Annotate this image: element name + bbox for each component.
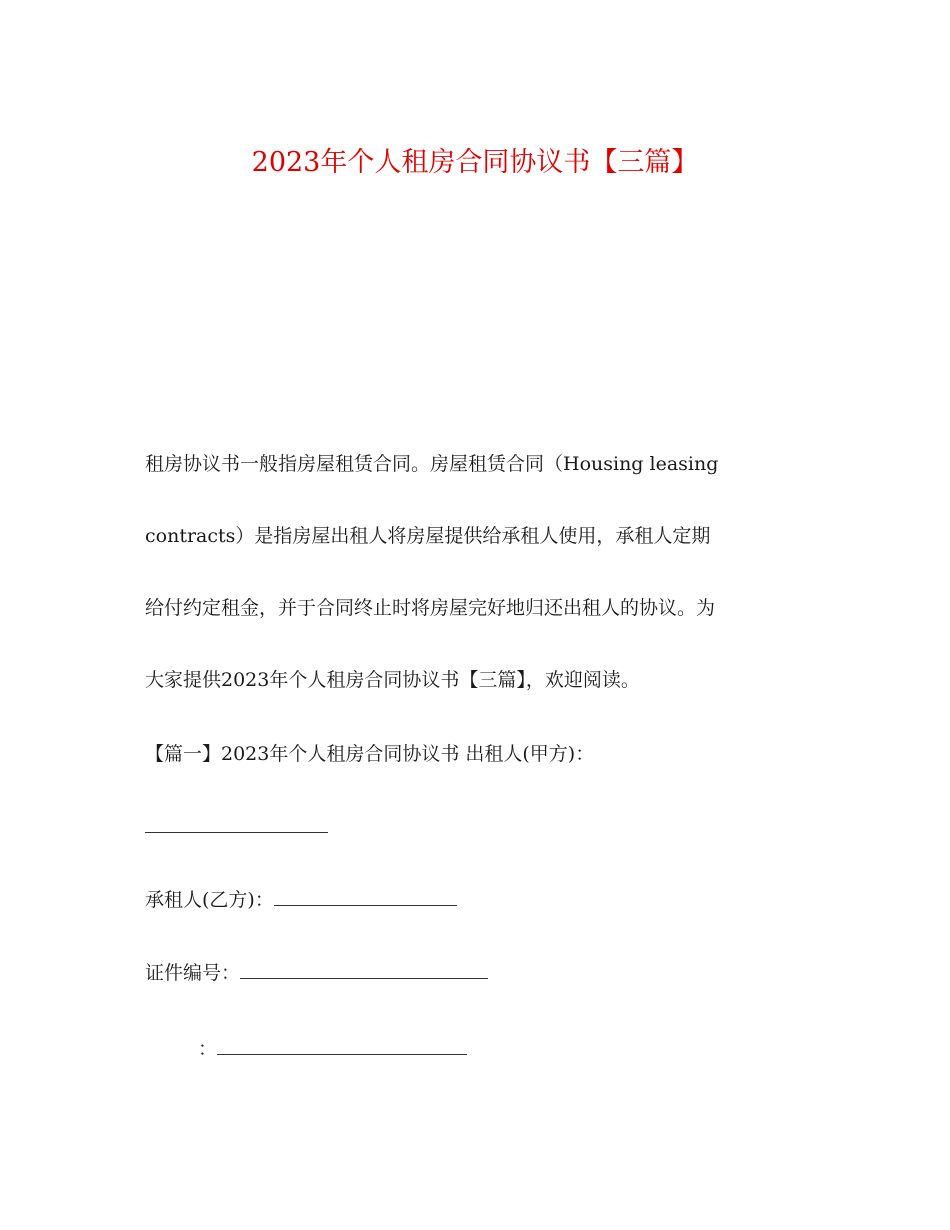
id-row [145,961,805,985]
tenant-label: 承租人(乙方)： [145,889,274,911]
id-label: 证件编号： [145,962,241,984]
colon-blank-line[interactable] [217,1038,467,1055]
colon-row [198,1037,858,1061]
section-heading: 【篇一】2023年个人租房合同协议书 出租人(甲方)： [145,743,595,765]
document-title: 2023年个人租房合同协议书【三篇】 [251,147,699,178]
intro-line-3: 给付约定租金，并于合同终止时将房屋完好地归还出租人的协议。为 [145,597,716,619]
colon-label: ： [198,1038,218,1060]
landlord-blank-row [145,815,805,839]
landlord-blank-line[interactable] [145,816,328,833]
intro-line-4: 大家提供2023年个人租房合同协议书【三篇】，欢迎阅读。 [145,669,640,691]
tenant-blank-line[interactable] [274,889,457,906]
id-blank-line[interactable] [240,962,488,979]
tenant-row [145,888,805,912]
intro-line-1: 租房协议书一般指房屋租赁合同。房屋租赁合同（Housing leasing [145,453,719,475]
intro-line-2: contracts）是指房屋出租人将房屋提供给承租人使用，承租人定期 [145,525,711,547]
